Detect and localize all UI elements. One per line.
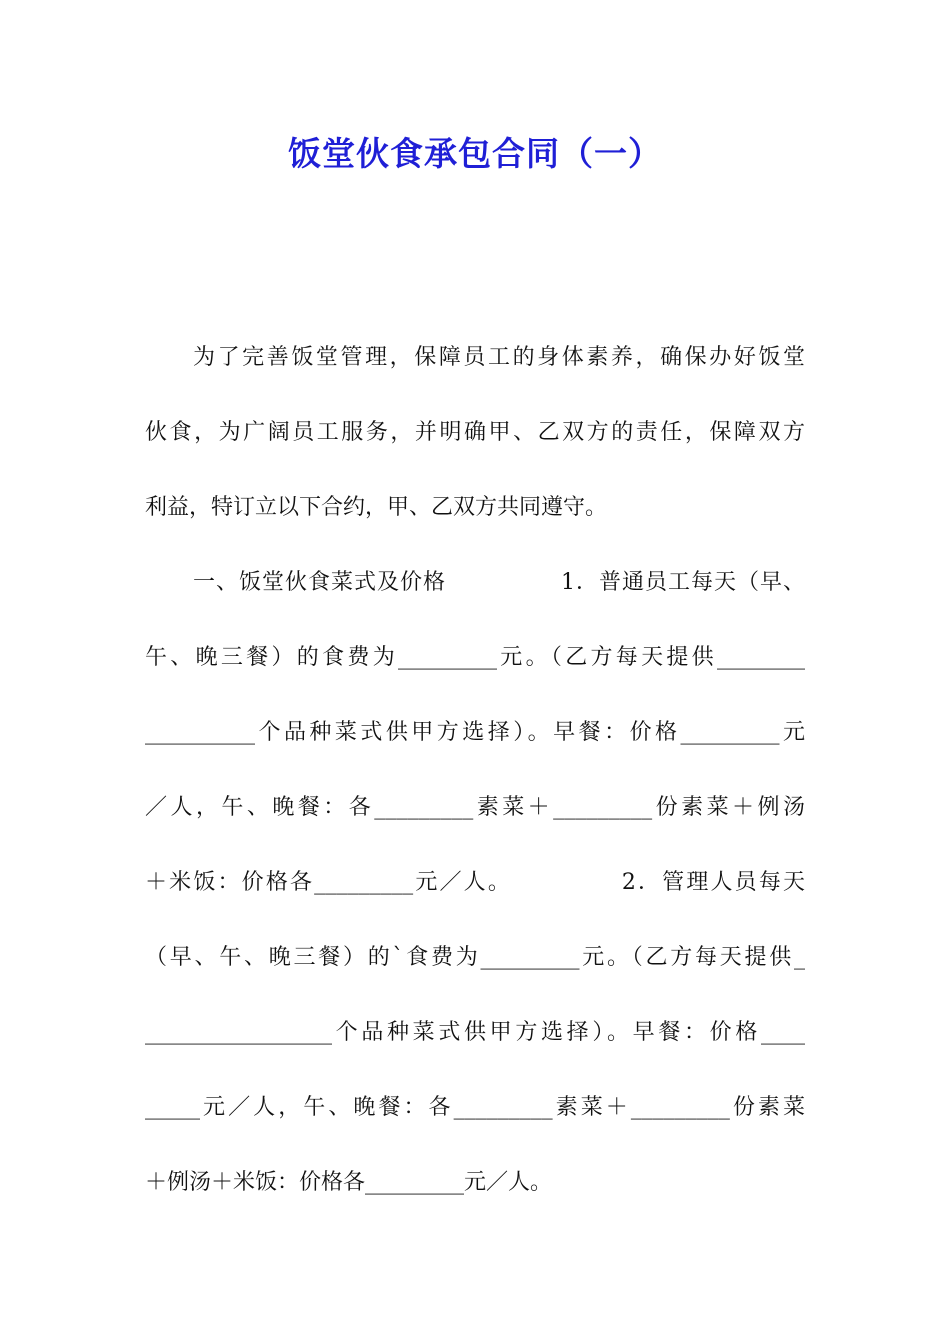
paragraph-line: 一、饭堂伙食菜式及价格 1．普通员工每天（早、 bbox=[193, 570, 805, 595]
paragraph-line: ＋例汤＋米饭：价格各_________元／人。 bbox=[145, 1170, 553, 1195]
paragraph-line: 午、晚三餐）的食费为_________元。（乙方每天提供________ bbox=[145, 645, 805, 670]
paragraph-line: _________________个品种菜式供甲方选择）。早餐：价格____ bbox=[145, 1020, 805, 1045]
paragraph-line: ／人，午、晚餐：各_________素菜＋_________份素菜＋例汤 bbox=[145, 795, 805, 820]
paragraph-line: 利益，特订立以下合约，甲、乙双方共同遵守。 bbox=[145, 495, 608, 520]
paragraph-line: 伙食，为广阔员工服务，并明确甲、乙双方的责任，保障双方 bbox=[145, 420, 805, 445]
document-title: 饭堂伙食承包合同（一） bbox=[288, 134, 662, 173]
paragraph-line: 为了完善饭堂管理，保障员工的身体素养，确保办好饭堂 bbox=[193, 345, 805, 370]
paragraph-line: _____元／人，午、晚餐：各_________素菜＋_________份素菜 bbox=[145, 1095, 805, 1120]
paragraph-line: __________个品种菜式供甲方选择）。早餐：价格_________元 bbox=[145, 720, 805, 745]
paragraph-line: （早、午、晚三餐）的`食费为_________元。（乙方每天提供_ bbox=[145, 945, 805, 970]
paragraph-line: ＋米饭：价格各_________元／人。 2．管理人员每天 bbox=[145, 870, 805, 895]
